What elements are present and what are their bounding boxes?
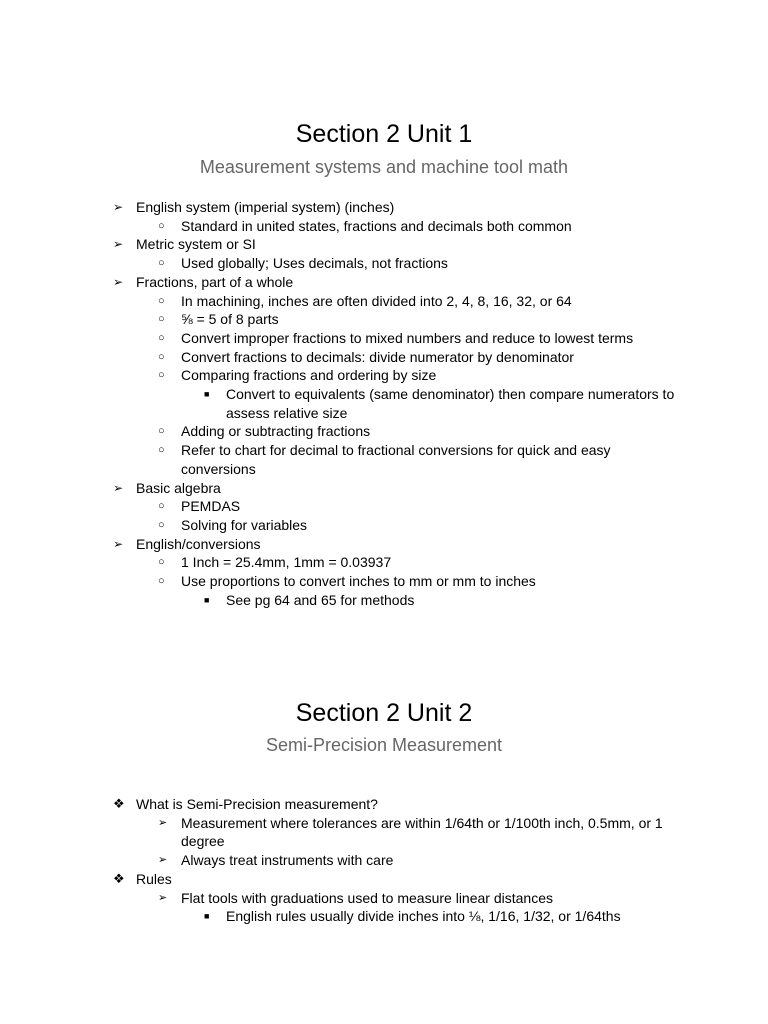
list-item-text: Used globally; Uses decimals, not fractions — [181, 255, 448, 272]
list-item — [0, 348, 768, 367]
list-item-text: Solving for variables — [181, 516, 308, 533]
list-item — [0, 572, 768, 591]
bullet-icon: ■ — [204, 389, 210, 400]
list-item — [0, 366, 768, 385]
bullet-icon: ○ — [158, 294, 165, 307]
list-item — [0, 329, 768, 348]
list-item-text: Rules — [136, 870, 172, 887]
list-item-text: Comparing fractions and ordering by size — [181, 367, 437, 384]
list-item-text: See pg 64 and 65 for methods — [226, 591, 415, 608]
bullet-icon: ■ — [204, 911, 210, 922]
list-item — [0, 795, 768, 814]
bullet-icon: ○ — [158, 556, 165, 569]
section1-subtitle: Measurement systems and machine tool math — [199, 157, 569, 177]
section2-title: Section 2 Unit 2 — [295, 699, 473, 727]
list-item-text: Refer to chart for decimal to fractional conversions for quick and easy conversions — [181, 442, 611, 477]
list-item-text: ⅝ = 5 of 8 parts — [181, 311, 279, 328]
list-item — [0, 217, 768, 236]
list-item — [0, 553, 768, 572]
list-item-text: In machining, inches are often divided into 2, 4, 8, 16, 32, or 64 — [181, 292, 572, 309]
bullet-icon: ➢ — [113, 274, 124, 289]
section2-subtitle: Semi-Precision Measurement — [265, 735, 503, 755]
list-item — [0, 851, 768, 870]
bullet-icon: ➢ — [113, 480, 124, 495]
list-item — [0, 385, 768, 422]
list-item — [0, 907, 768, 926]
list-item-text: Convert to equivalents (same denominator) then compare numerators to assess relative size — [226, 386, 675, 421]
bullet-icon: ○ — [158, 331, 165, 344]
list-item — [0, 497, 768, 516]
bullet-icon: ○ — [158, 518, 165, 531]
list-item — [0, 479, 768, 498]
bullet-icon: ■ — [204, 594, 210, 605]
list-item-text: English/conversions — [136, 535, 261, 552]
list-item — [0, 273, 768, 292]
list-item-text: 1 Inch = 25.4mm, 1mm = 0.03937 — [181, 554, 392, 571]
list-item — [0, 254, 768, 273]
section1-title: Section 2 Unit 1 — [295, 120, 473, 148]
bullet-icon: ○ — [158, 257, 165, 270]
bullet-icon: ❖ — [113, 796, 125, 811]
bullet-icon: ➢ — [113, 200, 124, 214]
list-item-text: What is Semi-Precision measurement? — [136, 796, 378, 812]
list-item — [0, 870, 768, 889]
bullet-icon: ○ — [158, 350, 165, 363]
list-item-text: Use proportions to convert inches to mm or mm to inches — [181, 573, 536, 590]
list-item-text: Metric system or SI — [136, 236, 256, 253]
list-item-text: Adding or subtracting fractions — [181, 423, 371, 440]
list-item-text: English system (imperial system) (inches) — [136, 199, 395, 215]
list-item — [0, 292, 768, 311]
list-item-text: Convert improper fractions to mixed numbers and reduce to lowest terms — [181, 329, 634, 346]
bullet-icon: ➢ — [158, 891, 168, 904]
list-item — [0, 441, 768, 478]
list-item — [0, 591, 768, 610]
list-item — [0, 198, 768, 217]
bullet-icon: ❖ — [113, 870, 125, 886]
list-item — [0, 889, 768, 908]
list-item-text: PEMDAS — [181, 498, 241, 515]
bullet-icon: ➢ — [158, 816, 168, 829]
bullet-icon: ○ — [158, 219, 165, 232]
list-item-text: Always treat instruments with care — [181, 852, 394, 869]
list-item — [0, 422, 768, 441]
list-item-text: English rules usually divide inches into ⅛, 1/16, 1/32, or 1/64ths — [226, 908, 621, 925]
bullet-icon: ○ — [158, 575, 165, 588]
bullet-icon: ○ — [158, 313, 165, 326]
list-item-text: Convert fractions to decimals: divide numerator by denominator — [181, 348, 574, 365]
bullet-icon: ○ — [158, 369, 165, 382]
list-item — [0, 814, 768, 851]
list-item — [0, 516, 768, 535]
list-item-text: Fractions, part of a whole — [136, 273, 294, 290]
bullet-icon: ➢ — [113, 536, 124, 551]
bullet-icon: ○ — [158, 500, 165, 513]
bullet-icon: ○ — [158, 425, 165, 438]
list-item-text: Measurement where tolerances are within 1/64th or 1/100th inch, 0.5mm, or 1 degree — [181, 814, 663, 850]
list-item-text: Standard in united states, fractions and decimals both common — [181, 217, 572, 234]
section1-list — [0, 198, 768, 609]
section2-list — [0, 795, 768, 926]
bullet-icon: ➢ — [113, 237, 124, 252]
list-item — [0, 535, 768, 554]
bullet-icon: ➢ — [158, 854, 168, 867]
list-item — [0, 310, 768, 329]
list-item-text: Flat tools with graduations used to measure linear distances — [181, 889, 553, 906]
list-item-text: Basic algebra — [136, 479, 221, 496]
list-item — [0, 235, 768, 254]
bullet-icon: ○ — [158, 444, 165, 457]
